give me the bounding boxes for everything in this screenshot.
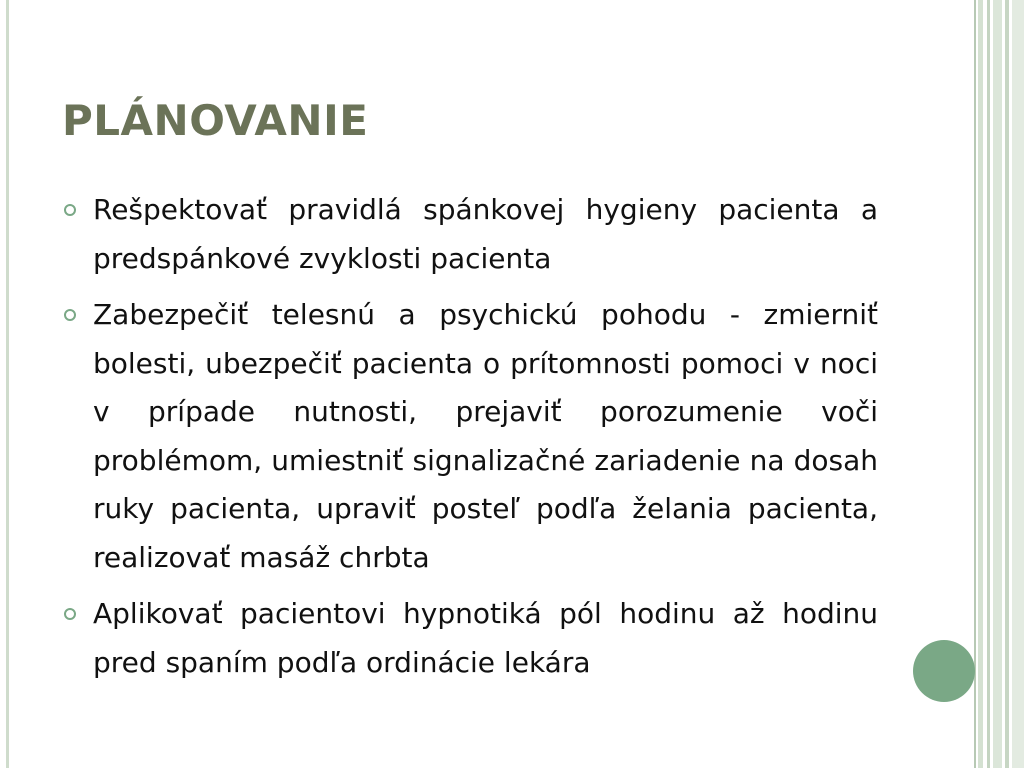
left-border-line bbox=[6, 0, 9, 768]
bullet-circle-icon bbox=[62, 590, 93, 638]
bullet-circle-icon bbox=[62, 186, 93, 234]
bullet-item bbox=[62, 291, 878, 582]
bullet-text: Zabezpečiť telesnú a psychickú pohodu - zmierniť bolesti, ubezpečiť pacienta o prítomnosti pomoci v noci v prípade nutnosti, prejaviť porozumenie voči problémom, umiestniť signalizačné zariadenie na dosah ruky pacienta, upraviť posteľ podľa želania pacienta, realizovať masáž chrbta bbox=[93, 298, 878, 574]
bullet-item bbox=[62, 186, 878, 283]
decorative-circle bbox=[913, 640, 975, 702]
bullet-circle-icon bbox=[62, 291, 93, 339]
bullet-item bbox=[62, 590, 878, 687]
right-decorative-frame bbox=[974, 0, 1024, 768]
bullet-text: Rešpektovať pravidlá spánkovej hygieny pacienta a predspánkové zvyklosti pacienta bbox=[93, 193, 878, 275]
bullet-list bbox=[62, 186, 878, 695]
bullet-text: Aplikovať pacientovi hypnotiká pól hodinu až hodinu pred spaním podľa ordinácie lekára bbox=[93, 597, 878, 679]
slide-title: PLÁNOVANIE bbox=[62, 96, 369, 145]
